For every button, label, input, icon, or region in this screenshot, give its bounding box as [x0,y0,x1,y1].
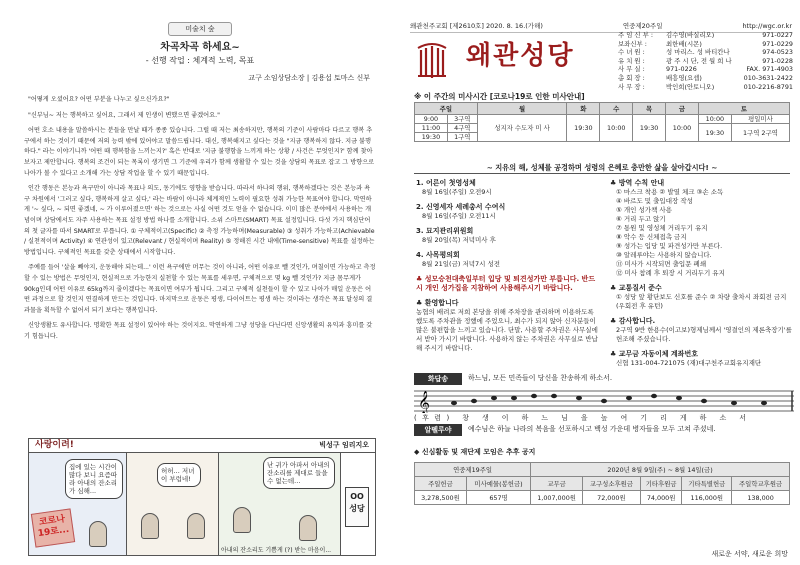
article-author: 교구 소임상담소장 | 김용섭 토마스 신부 [248,74,370,82]
news-body: 8월 16일(주일) 오전11시 [422,212,496,220]
speech-bubble: 허허... 저녀이 부럽네! [157,463,201,487]
contact-row: 보좌신부 : 최한배(시몬) 971-0229 [618,39,793,48]
cartoon-title: 사랑이려! [35,440,74,450]
theme-banner: ~ 지유의 해, 성체를 공경하며 성령의 은혜로 충만한 삶을 살아갑시다! ~ [414,163,790,174]
contact-row: 유 치 원 : 광 주 시 단, 전 월 희 나 971-0228 [618,56,793,65]
contact-row: 총 회 장 : 배흥영(요셉) 010-3631-2422 [618,73,793,82]
alleluia-label: 알펠루야 [414,424,462,436]
cartoon-credit: 빅성구 임리지오 [319,441,369,449]
news-body: 8월 21일(금) 저녁7시 성전 [422,260,501,268]
issue-number: 왜관천주교회 [제2610호] 2020. 8. 16.(가해) [410,22,543,30]
contact-row: 사 무 실 : 971-0226 FAX. 971-4903 [618,65,793,74]
man-figure [141,513,159,539]
cartoon-strip [28,438,376,556]
news-column-right [610,179,794,374]
table-header-row: 주일 월 화 수 목 금 토 [415,103,790,115]
thanks-title: ♣ 감사합니다. [610,317,656,325]
fund-body: 신협 131-004-721075 (재)대구천주교회유지재단 [616,359,762,367]
news-title: 2. 신영세자 세례총서 수여식 [416,203,506,211]
article-body [24,95,376,347]
psalm-text: 하느님, 모든 민족들이 당신을 찬송하게 하소서. [468,374,613,382]
paragraph: 신앙생활도 유사합니다. 명확한 목표 설정이 있어야 하는 것이지요. 막연하게 그냥 성당을 다닌다면 신앙생활의 유익과 흥미를 갖기 힘듭니다. [24,322,373,340]
finance-note: ◆ 신심활동 및 재단제 모임은 추후 공지 [414,448,536,456]
alleluia-text: 예수님은 하늘 나라의 복음을 선포하시고 백성 가운데 병자들을 모두 고쳐 주셨네. [468,425,716,433]
website-url: http://wgc.or.kr [742,22,792,30]
mass-schedule-title: ※ 이 주간의 미사시간 [코로나19로 인한 미사안내] [414,92,585,101]
cartoon-header [29,439,375,453]
table-row: 19:30 1구역 [415,133,790,142]
contact-row: 사 무 장 : 박인희(안토니오) 010-2216-8791 [618,82,793,91]
paragraph: "신부님~ 저는 행복하고 싶어요, 그래서 제 인생이 변했으면 좋겠어요." [28,111,220,119]
man-figure [89,521,107,547]
paper-name: 왜관성당 [466,41,575,71]
article-title: 차곡차곡 하세요~ [160,42,240,53]
table-row: 3,278,500원 657명 1,007,000원 72,000원 74,000원 116,000원 138,000 [415,491,790,505]
covid-title: ♣ 방역 수칙 안내 [610,179,665,187]
welcome-title: ♣ 환영합니다 [416,299,459,307]
traffic-body: ① 성당 앞 황단보도 신호를 준수 ② 차량 출차시 좌회전 금지 (우회전 후 유턴) [616,293,787,310]
speech-bubble: 집에 있는 시간이 많다 보니 요즘따라 아내의 잔소리가 심해... [65,459,123,499]
series-label: 미술치 숲 [168,22,232,36]
contact-row: 주 임 신 부 : 김수영(바실리오) 971-0227 [618,31,793,39]
corona-sign: 코로나 19로... [31,508,75,547]
table-header-row: 연중제19주일 2020년 8월 9일(주) ~ 8월 14일(금) [415,463,790,477]
paragraph: "어떻게 오셨어요? 어떤 부분을 나누고 싶으신가요?" [28,96,170,103]
psalm-section [414,373,794,421]
news-title: 1. 어른이 첫영성체 [416,179,476,187]
svg-text:𝄞: 𝄞 [418,390,430,413]
cartoon-caption: 아내의 잔소리도 기쁨게 (?) 받는 마음이... [221,546,332,554]
slogan: 새로운 서약, 새로운 희망 [711,550,788,559]
paragraph: 인간 행동은 본능과 욕구만이 아니라 목표나 의도, 동기에도 영향을 받습니다. 따라서 하나의 행위, 행복하겠다는 것은 본능과 욕구 차원에서 '그러고 싶다, 행복하게 살고 싶다,' 라는 바람이 아니라 체계적인 노력이 필요한 성취 가능한 목표여야 합니다. 막연하게 '~ 싶다, ~ 되면 좋겠네, ~ 가 이루어졌으면' 하는 것으로는 사실 어떤 것도 얻을 수 없습니다. 이미 많은 분야에서 사용하는 개념이며 상담에서도 자주 사용하는 목표 설정 방법 하나를 소개합니다. 소위 스마트(SMART) 목표 설정입니다. 다섯 가지 핵심단어의 첫 글자를 따서 SMART로 부릅니다. ① 구체적이고(Specific) ② 측정 가능하며(Measurable) ③ 성취가 가능하고(Achievable / 실천적이며 Activity) ④ 연관성이 있고(Relevant / 현실적이며 Reality) ⑤ 정해진 시간 내에(Time-sensitive) 목표를 설정하는 방법입니다. 구체적인 목표를 갖춘 상태에서 시작합니다. [24,185,375,256]
cartoon-panel-2 [127,453,219,555]
covid-items: ① 마스크 착용 ② 발열 체크 ③손 소독 ④ 바르도 및 출입대장 작성 ⑤ 개인 성가책 사용 ⑥ 거리 두고 앉기 ⑦ 통원 및 영성체 거리두기 유지 ⑧ 악수 등 신체접촉 금지 ⑨ 성가는 입당 및 파견성가만 부른다. ⑩ 알레루야는 사용하지 않습니다. ⑪ 미사가 시작되면 출입문 폐쇄 ⑫ 미사 참례 후 퇴장 시 거리두기 유지 [616,188,725,277]
man-figure [233,507,251,533]
psalm-lyrics: (후렴) 창 생 이 하 느 님 을 높 여 기 리 게 하 소 서 [414,414,752,422]
welcome-body: 농협의 배려로 저희 본당을 위해 주차장을 관리하며 이용하도록 했도록 주차관을 정했에 주었으니, 최수가 되지 않아 신자분들이 많은 불편함을 느끼고 있습니다. 단말, 사용할 주차권은 사무실에서 받아 가시기 바랍니다. 사용하지 않는 주차권은 사무실로 반납해 주시기 바랍니다. [416,308,598,352]
table-row: 11:00 4구역 19:30 1구역 2구역 [415,124,790,133]
cartoon-panel-4 [341,453,375,555]
psalm-label: 화답송 [414,373,462,385]
news-column-left [416,179,598,353]
cartoon-panel-1 [29,453,127,555]
mass-schedule-table [414,102,790,142]
hymn-notice: ♣ 성모승천대축일부터 입당 및 퇴견성가만 부릅니다. 반드시 개인 성가집을 지참하여 사용해주시기 바랍니다. [416,275,596,292]
news-body: 8월 20일(목) 저녁미사 후 [422,236,496,244]
news-body: 8월 16일(주일) 오전9시 [422,188,492,196]
news-title: 3. 묘지관리위원회 [416,227,474,235]
table-row: 9:00 3구역 성지자 수도자 미 사 19:30 10:00 19:30 10:00 10:00 평일미사 [415,115,790,124]
cartoon-panel-3 [219,453,341,555]
speech-bubble: 난 귀가 아파서 아내의 잔소리를 제대로 들을 수 없는데... [263,457,335,489]
sunday-name: 연중제20주일 [622,22,663,30]
man-figure [187,513,205,539]
church-sign: OO 성당 [345,487,369,527]
man-figure [299,515,317,541]
finance-table [414,462,790,505]
music-staff-icon [414,387,794,413]
thanks-body: 2구역 9반 한용수(이고보)형제님께서 '영결인의 제론축장기'를 헌조해 주셨습니다. [616,326,792,343]
table-header-row: 주일헌금 미사예물(봉헌금) 교무금 교구성소후원금 기타후원금 기타특별헌금 주일학교후원금 [415,477,790,491]
paragraph: 어떤 호소 내용을 말씀하시는 분들을 만날 때가 종종 있습니다. 그럴 때 저는 최송하지만, 행복의 기준이 사람마다 다르고 행복 추구에서 하는 것이기 때문에 저의 능력 밖에 있어야고 말씀드립니다. 대신, 행복해지고 싶다는 것을 "지금 행복하지 않다. 지금 불행하다." 라는 이야기니까 '어떤 때 행복함을 느끼는지?' 혹은 반대로 '지금 불행함을 느끼게 하는 상황 / 사건은 무엇인지?' 함께 찾아보자고 제안합니다. 행복의 조건이 되는 목록이 생기면 그 기준에 우리가 함께 생활할 수 있는 것을 상담의 목표로 잡고 그 방향으로 나아가 볼 수 있다고 소개해 가는 상담 작업을 할 수 있기 때문입니다. [24,127,375,177]
alleluia-section [414,424,794,438]
contact-row: 수 녀 원 : 성 마리스. 성 바티칸나 974-0523 [618,48,793,57]
church-logo-icon [414,42,450,82]
news-title: 4. 사목평의회 [416,251,460,259]
fund-title: ♣ 교무금 자동이체 계좌번호 [610,350,698,358]
contact-list [618,31,793,91]
traffic-title: ♣ 교통질서 준수 [610,284,662,292]
article-subtitle: - 선행 작업 : 체계적 노력, 목표 [145,56,255,65]
paragraph: 주예를 들어 '살을 빼야지, 운동해야 되는데...' 이런 욕구에만 머무는 것이 아니라, 어떤 이유로 뺄 것인가, 며칠이면 가능하고 측정할 수 있는 방법은 무엇인지, 현실적으로 가능한지 실천할 수 있는 목표를 세우면, 구체적으로 몇 kg 뺄 것인가? 지금 몸무게가 90kg인데 어떤 이유로 65kg까지 줄이겠다는 목표이면 여부가 됩니다. 그리고 구체적 실천들이 할 수 있고 나아가 매일 운동은 어떤 과정으로 할 것인지 연결하게 만드는 것입니다. 마지막으로 운동은 평생, 다이어트는 평생 하는 것이라는 생각은 목표 달성의 결과물을 획득할 수 없어서 되기 보다는 행복입니다. [24,264,376,314]
